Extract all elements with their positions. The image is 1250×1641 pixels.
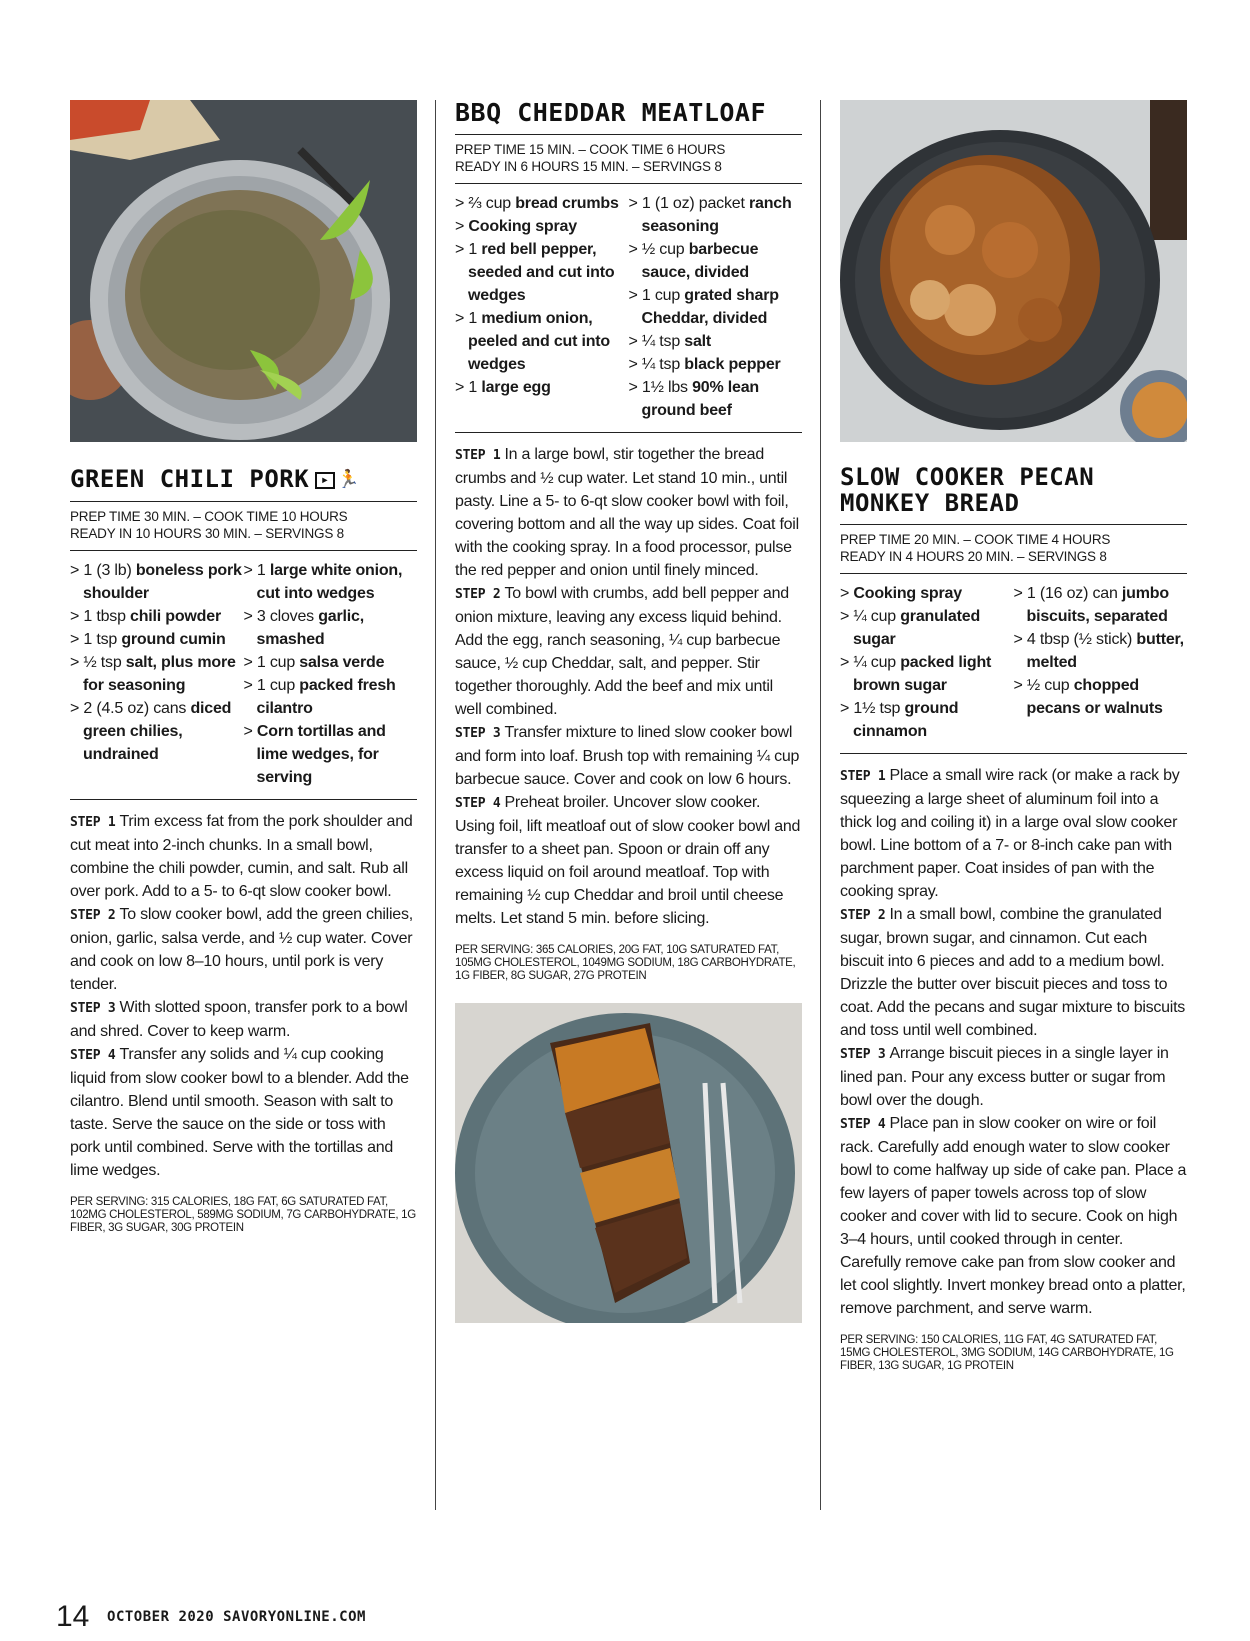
meatloaf-platter-photo bbox=[455, 1003, 802, 1323]
ingredient-name: packed light brown sugar bbox=[853, 654, 992, 694]
step-label: STEP 1 bbox=[70, 815, 116, 830]
ingredient-quantity: > ¼ cup bbox=[840, 654, 901, 671]
ingredient-quantity: > ¼ tsp bbox=[628, 356, 685, 373]
recipe-steps bbox=[455, 433, 802, 930]
step-text: Transfer mixture to lined slow cooker bowl and form into loaf. Brush top with remaining ¼ cup barbecue sauce. Cover and cook on low 6 hours. bbox=[455, 724, 800, 788]
recipe-title bbox=[840, 464, 1187, 516]
ingredient-quantity: > 1 (1 oz) packet bbox=[628, 195, 749, 212]
pork-bowl-photo bbox=[70, 100, 417, 442]
ingredient-quantity: > 1 tsp bbox=[70, 631, 122, 648]
ingredient-item bbox=[629, 238, 803, 284]
ingredient-quantity: > 1½ lbs bbox=[628, 379, 693, 396]
ingredient-quantity: > 1 cup bbox=[628, 287, 685, 304]
recipe-step bbox=[455, 791, 802, 930]
ingredient-quantity: > ¼ cup bbox=[840, 608, 901, 625]
step-text: Transfer any solids and ¼ cup cooking liquid from slow cooker bowl to a blender. Add the cilantro. Blend until smooth. Season with salt to taste. Serve the sauce on the side or toss with pork until combined. Serve with the tortillas and lime wedges. bbox=[70, 1046, 409, 1179]
recipe-steps bbox=[840, 754, 1187, 1320]
ingredient-name: ranch seasoning bbox=[641, 195, 792, 235]
ingredient-item bbox=[70, 628, 244, 651]
ingredient-name: salt, plus more for seasoning bbox=[83, 654, 236, 694]
ingredient-name: diced green chilies, undrained bbox=[83, 700, 232, 763]
ingredient-name: chili powder bbox=[130, 608, 221, 625]
ingredient-list bbox=[70, 551, 417, 800]
ingredient-name: Cooking spray bbox=[853, 585, 962, 602]
recipe-pecan-monkey-bread bbox=[840, 100, 1187, 1373]
ingredient-quantity: > bbox=[455, 218, 469, 235]
monkey-bread-photo bbox=[840, 100, 1187, 442]
step-text: Arrange biscuit pieces in a single layer in lined pan. Pour any excess butter or sugar from bowl over the dough. bbox=[840, 1045, 1169, 1109]
nutrition-info: PER SERVING: 365 CALORIES, 20G FAT, 10G SATURATED FAT, 105MG CHOLESTEROL, 1049MG SODIUM, 18G CARBOHYDRATE, 1G FIBER, 8G SUGAR, 27G PROTEIN bbox=[455, 944, 796, 982]
step-label: STEP 3 bbox=[70, 1001, 116, 1016]
ingredient-quantity: > 1 bbox=[243, 562, 270, 579]
ingredient-name: jumbo biscuits, separated bbox=[1026, 585, 1169, 625]
recipe-title: GREEN CHILI PORK ▸ 🏃 bbox=[70, 465, 361, 493]
column-divider bbox=[435, 100, 436, 1510]
recipe-step bbox=[840, 1042, 1187, 1112]
ingredient-item bbox=[70, 697, 244, 766]
meta-line: READY IN 4 HOURS 20 MIN. – SERVINGS 8 bbox=[840, 549, 1107, 564]
ingredient-column bbox=[840, 582, 1014, 743]
recipe-step bbox=[70, 903, 417, 996]
recipe-meta bbox=[70, 501, 417, 551]
recipe-step bbox=[840, 764, 1187, 903]
title-line: MONKEY BREAD bbox=[840, 489, 1020, 517]
meta-line: PREP TIME 20 MIN. – COOK TIME 4 HOURS bbox=[840, 532, 1111, 547]
step-text: To slow cooker bowl, add the green chilies, onion, garlic, salsa verde, and ½ cup water. Cover and cook on low 8–10 hours, until pork is very tender. bbox=[70, 906, 413, 993]
step-label: STEP 4 bbox=[455, 796, 501, 811]
ingredient-quantity: > 1 bbox=[455, 310, 482, 327]
ingredient-column bbox=[455, 192, 629, 422]
step-label: STEP 4 bbox=[840, 1117, 886, 1132]
ingredient-item bbox=[455, 192, 629, 215]
ingredient-name: bread crumbs bbox=[515, 195, 619, 212]
step-label: STEP 3 bbox=[840, 1047, 886, 1062]
ingredient-name: granulated sugar bbox=[853, 608, 981, 648]
ingredient-column bbox=[1014, 582, 1188, 743]
step-label: STEP 1 bbox=[455, 448, 501, 463]
ingredient-item bbox=[629, 376, 803, 422]
ingredient-name: packed fresh cilantro bbox=[256, 677, 396, 717]
ingredient-quantity: > 1 cup bbox=[243, 654, 300, 671]
step-text: Place a small wire rack (or make a rack by squeezing a large sheet of aluminum foil into a thick log and coiling it) in a large oval slow cooker bowl. Line bottom of a 7- or 8-inch cake pan with parchment paper. Coat insides of pan with the cooking spray. bbox=[840, 767, 1180, 900]
ingredient-quantity: > 1 (3 lb) bbox=[70, 562, 136, 579]
recipe-step bbox=[840, 1112, 1187, 1320]
step-label: STEP 4 bbox=[70, 1048, 116, 1063]
ingredient-quantity: > 3 cloves bbox=[243, 608, 319, 625]
ingredient-list bbox=[455, 184, 802, 433]
meta-line: READY IN 6 HOURS 15 MIN. – SERVINGS 8 bbox=[455, 159, 722, 174]
meta-line: PREP TIME 15 MIN. – COOK TIME 6 HOURS bbox=[455, 142, 726, 157]
ingredient-column bbox=[629, 192, 803, 422]
ingredient-item bbox=[629, 353, 803, 376]
ingredient-name: barbecue sauce, divided bbox=[641, 241, 759, 281]
step-text: In a large bowl, stir together the bread crumbs and ½ cup water. Let stand 10 min., until pasty. Line a 5- to 6-qt slow cooker bowl with foil, covering bottom and all the way up sides. Coat foil with the cooking spray. In a food processor, pulse the red pepper and onion until finely minced. bbox=[455, 446, 799, 579]
recipe-step bbox=[455, 721, 802, 791]
ingredient-quantity: > 1 tbsp bbox=[70, 608, 131, 625]
ingredient-name: medium onion, peeled and cut into wedges bbox=[468, 310, 610, 373]
recipe-steps bbox=[70, 800, 417, 1182]
ingredient-name: Corn tortillas and lime wedges, for serving bbox=[256, 723, 386, 786]
step-text: Place pan in slow cooker on wire or foil rack. Carefully add enough water to slow cooker bowl to come halfway up side of cake pan. Place a few layers of paper towels across top of slow cooker and cover with lid to secure. Cook on high 3–4 hours, until cooked through in center. Carefully remove cake pan from slow cooker and let cool slightly. Invert monkey bread onto a platter, remove parchment, and serve warm. bbox=[840, 1115, 1187, 1317]
ingredient-name: red bell pepper, seeded and cut into wedges bbox=[468, 241, 615, 304]
recipe-step bbox=[455, 443, 802, 582]
ingredient-column bbox=[244, 559, 418, 789]
ingredient-item bbox=[455, 376, 629, 399]
ingredient-column bbox=[70, 559, 244, 789]
meta-line: READY IN 10 HOURS 30 MIN. – SERVINGS 8 bbox=[70, 526, 344, 541]
ingredient-name: butter, melted bbox=[1026, 631, 1184, 671]
nutrition-info: PER SERVING: 150 CALORIES, 11G FAT, 4G SATURATED FAT, 15MG CHOLESTEROL, 3MG SODIUM, 14G CARBOHYDRATE, 1G FIBER, 13G SUGAR, 1G PROTEIN bbox=[840, 1334, 1174, 1372]
ingredient-item bbox=[629, 192, 803, 238]
ingredient-item bbox=[840, 651, 1014, 697]
ingredient-item bbox=[70, 651, 244, 697]
ingredient-quantity: > 1½ tsp bbox=[840, 700, 905, 717]
ingredient-item bbox=[1014, 628, 1188, 674]
step-label: STEP 2 bbox=[70, 908, 116, 923]
step-label: STEP 1 bbox=[840, 769, 886, 784]
ingredient-name: ground cinnamon bbox=[853, 700, 959, 740]
nutrition-info: PER SERVING: 315 CALORIES, 18G FAT, 6G SATURATED FAT, 102MG CHOLESTEROL, 589MG SODIUM, 7G CARBOHYDRATE, 1G FIBER, 3G SUGAR, 30G PROTEIN bbox=[70, 1196, 416, 1234]
ingredient-quantity: > ½ cup bbox=[628, 241, 689, 258]
title-line: SLOW COOKER PECAN bbox=[840, 463, 1095, 491]
ingredient-item bbox=[70, 559, 244, 605]
meta-line: PREP TIME 30 MIN. – COOK TIME 10 HOURS bbox=[70, 509, 348, 524]
ingredient-name: large egg bbox=[481, 379, 551, 396]
recipe-green-chili-pork bbox=[70, 100, 417, 1235]
recipe-step bbox=[70, 996, 417, 1043]
ingredient-item bbox=[244, 651, 418, 674]
ingredient-quantity: > ½ cup bbox=[1013, 677, 1074, 694]
ingredient-item bbox=[629, 284, 803, 330]
recipe-title: BBQ CHEDDAR MEATLOAF bbox=[455, 98, 767, 127]
ingredient-quantity: > 4 tbsp (½ stick) bbox=[1013, 631, 1137, 648]
step-label: STEP 2 bbox=[840, 908, 886, 923]
ingredient-item bbox=[840, 582, 1014, 605]
column-divider bbox=[820, 100, 821, 1510]
ingredient-name: grated sharp Cheddar, divided bbox=[641, 287, 779, 327]
ingredient-name: chopped pecans or walnuts bbox=[1026, 677, 1163, 717]
ingredient-item bbox=[244, 605, 418, 651]
ingredient-quantity: > bbox=[243, 723, 257, 740]
ingredient-item bbox=[840, 605, 1014, 651]
ingredient-item bbox=[840, 697, 1014, 743]
step-text: Preheat broiler. Uncover slow cooker. Using foil, lift meatloaf out of slow cooker bowl and transfer to a sheet pan. Spoon or drain off any excess liquid on foil around meatloaf. Top with remaining ½ cup Cheddar and broil until cheese melts. Let stand 5 min. before slicing. bbox=[455, 794, 801, 927]
play-video-icon[interactable]: ▸ bbox=[315, 472, 335, 489]
ingredient-item bbox=[1014, 674, 1188, 720]
ingredient-item bbox=[70, 605, 244, 628]
recipe-step bbox=[840, 903, 1187, 1042]
page-number: 14 bbox=[56, 1600, 90, 1633]
ingredient-quantity: > ¼ tsp bbox=[628, 333, 685, 350]
ingredient-item bbox=[455, 307, 629, 376]
ingredient-name: Cooking spray bbox=[468, 218, 577, 235]
recipe-meta bbox=[455, 134, 802, 184]
ingredient-item bbox=[244, 720, 418, 789]
recipe-step bbox=[70, 810, 417, 903]
publication-info: OCTOBER 2020 SAVORYONLINE.COM bbox=[107, 1609, 366, 1625]
ingredient-item bbox=[1014, 582, 1188, 628]
recipe-meta bbox=[840, 524, 1187, 574]
step-label: STEP 2 bbox=[455, 587, 501, 602]
ingredient-quantity: > 1 cup bbox=[243, 677, 300, 694]
step-text: In a small bowl, combine the granulated sugar, brown sugar, and cinnamon. Cut each biscuit into 6 pieces and add to a medium bowl. Drizzle the butter over biscuit pieces and toss to coat. Add the pecans and sugar mixture to biscuits and toss until well combined. bbox=[840, 906, 1186, 1039]
ingredient-name: salsa verde bbox=[299, 654, 385, 671]
ingredient-quantity: > bbox=[840, 585, 854, 602]
ingredient-quantity: > ⅔ cup bbox=[455, 195, 516, 212]
page-footer bbox=[56, 1600, 366, 1634]
ingredient-name: ground cumin bbox=[121, 631, 226, 648]
ingredient-quantity: > 1 (16 oz) can bbox=[1013, 585, 1122, 602]
recipe-bbq-cheddar-meatloaf bbox=[455, 100, 802, 1323]
ingredient-name: large white onion, cut into wedges bbox=[256, 562, 403, 602]
ingredient-item bbox=[455, 238, 629, 307]
ingredient-name: boneless pork shoulder bbox=[83, 562, 242, 602]
recipe-step bbox=[70, 1043, 417, 1182]
recipe-step bbox=[455, 582, 802, 721]
step-text: With slotted spoon, transfer pork to a bowl and shred. Cover to keep warm. bbox=[70, 999, 408, 1040]
ingredient-quantity: > 1 bbox=[455, 379, 482, 396]
ingredient-quantity: > 1 bbox=[455, 241, 482, 258]
ingredient-item bbox=[455, 215, 629, 238]
step-label: STEP 3 bbox=[455, 726, 501, 741]
ingredient-list bbox=[840, 574, 1187, 754]
ingredient-item bbox=[244, 674, 418, 720]
ingredient-item bbox=[244, 559, 418, 605]
ingredient-name: garlic, smashed bbox=[256, 608, 364, 648]
ingredient-name: black pepper bbox=[684, 356, 781, 373]
ingredient-quantity: > 2 (4.5 oz) cans bbox=[70, 700, 191, 717]
running-person-icon: 🏃 bbox=[337, 469, 361, 490]
step-text: Trim excess fat from the pork shoulder and cut meat into 2-inch chunks. In a small bowl, combine the chili powder, cumin, and salt. Rub all over pork. Add to a 5- to 6-qt slow cooker bowl. bbox=[70, 813, 413, 900]
step-text: To bowl with crumbs, add bell pepper and onion mixture, leaving any excess liquid behind. Add the egg, ranch seasoning, ¼ cup barbecue sauce, ½ cup Cheddar, salt, and pepper. Stir together thoroughly. Add the beef and mix until well combined. bbox=[455, 585, 789, 718]
ingredient-quantity: > ½ tsp bbox=[70, 654, 126, 671]
ingredient-item bbox=[629, 330, 803, 353]
ingredient-name: salt bbox=[684, 333, 712, 350]
ingredient-name: 90% lean ground beef bbox=[641, 379, 759, 419]
